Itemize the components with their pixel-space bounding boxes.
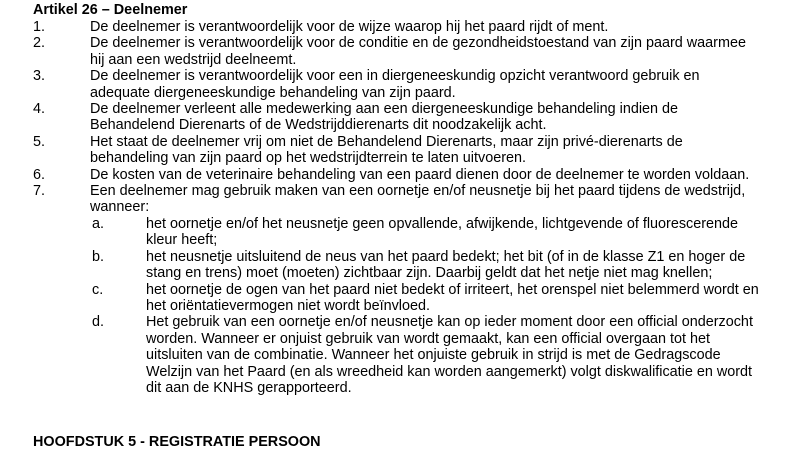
item-number: 1.	[33, 19, 46, 35]
item-text: De kosten van de veterinaire behandeling van een paard dienen door de deelnemer te worden voldaan.	[90, 166, 750, 183]
sub-list-item	[0, 216, 800, 249]
sub-list-item	[0, 249, 800, 282]
sub-item-text: het neusnetje uitsluitend de neus van het paard bedekt; het bit (of in de klasse Z1 en hoger de stang en trens) moet (moeten) zichtbaar zijn. Daarbij geldt dat het netje niet mag knellen;	[146, 248, 746, 282]
list-item	[0, 134, 800, 167]
list-item	[0, 35, 800, 68]
item-number: 7.	[33, 183, 46, 200]
item-text: De deelnemer verleent alle medewerking aan een diergeneeskundige behandeling indien de Behandelend Dierenarts of de Wedstrijddierenarts dit noodzakelijk acht.	[90, 101, 679, 134]
sub-item-letter: c.	[92, 281, 104, 298]
list-item	[0, 167, 800, 183]
list-item	[0, 183, 800, 216]
sub-item-text: Het gebruik van een oornetje en/of neusnetje kan op ieder moment door een official onderzocht worden. Wanneer er onjuist gebruik van wordt gemaakt, kan een official overgaan tot het uitsluiten van de combinatie. Wanneer het onjuiste gebruik in strijd is met de Gedragscode Welzijn van het Paard (en als wreedheid kan worden aangemerkt) volgt diskwalificatie en wordt dit aan de KNHS gerapporteerd.	[146, 314, 753, 396]
item-number: 5.	[33, 133, 46, 150]
item-text: De deelnemer is verantwoordelijk voor de wijze waarop hij het paard rijdt of ment.	[90, 19, 609, 35]
sub-list-item	[0, 314, 800, 396]
article-items-list	[0, 19, 800, 396]
sub-item-text: het oornetje en/of het neusnetje geen opvallende, afwijkende, lichtgevende of fluorescerende kleur heeft;	[146, 215, 739, 249]
article-heading: Artikel 26 – Deelnemer	[33, 2, 188, 18]
item-number: 2.	[33, 35, 46, 52]
item-number: 3.	[33, 68, 46, 85]
sub-item-letter: b.	[92, 248, 105, 265]
item-text: Een deelnemer mag gebruik maken van een oornetje en/of neusnetje bij het paard tijdens de wedstrijd, wanneer:	[90, 183, 746, 216]
sub-items-list	[0, 216, 800, 396]
item-number: 4.	[33, 101, 46, 118]
item-number: 6.	[33, 166, 46, 183]
list-item	[0, 101, 800, 134]
item-text: Het staat de deelnemer vrij om niet de Behandelend Dierenarts, maar zijn privé-dierenarts de behandeling van zijn paard op het wedstrijdterrein te laten uitvoeren.	[90, 133, 683, 167]
list-item	[0, 19, 800, 35]
item-text: De deelnemer is verantwoordelijk voor de conditie en de gezondheidstoestand van zijn paard waarmee hij aan een wedstrijd deelneemt.	[90, 35, 746, 68]
chapter-heading: HOOFDSTUK 5 - REGISTRATIE PERSOON	[33, 434, 321, 450]
sub-list-item	[0, 282, 800, 315]
sub-item-letter: d.	[92, 314, 105, 331]
list-item	[0, 68, 800, 101]
item-text: De deelnemer is verantwoordelijk voor een in diergeneeskundig opzicht verantwoord gebruik en adequate diergeneeskundige behandeling van zijn paard.	[90, 68, 700, 101]
sub-item-text: het oornetje de ogen van het paard niet bedekt of irriteert, het orenspel niet belemmerd wordt en het oriëntatievermogen niet wordt beïnvloed.	[146, 281, 759, 314]
sub-item-letter: a.	[92, 215, 105, 232]
